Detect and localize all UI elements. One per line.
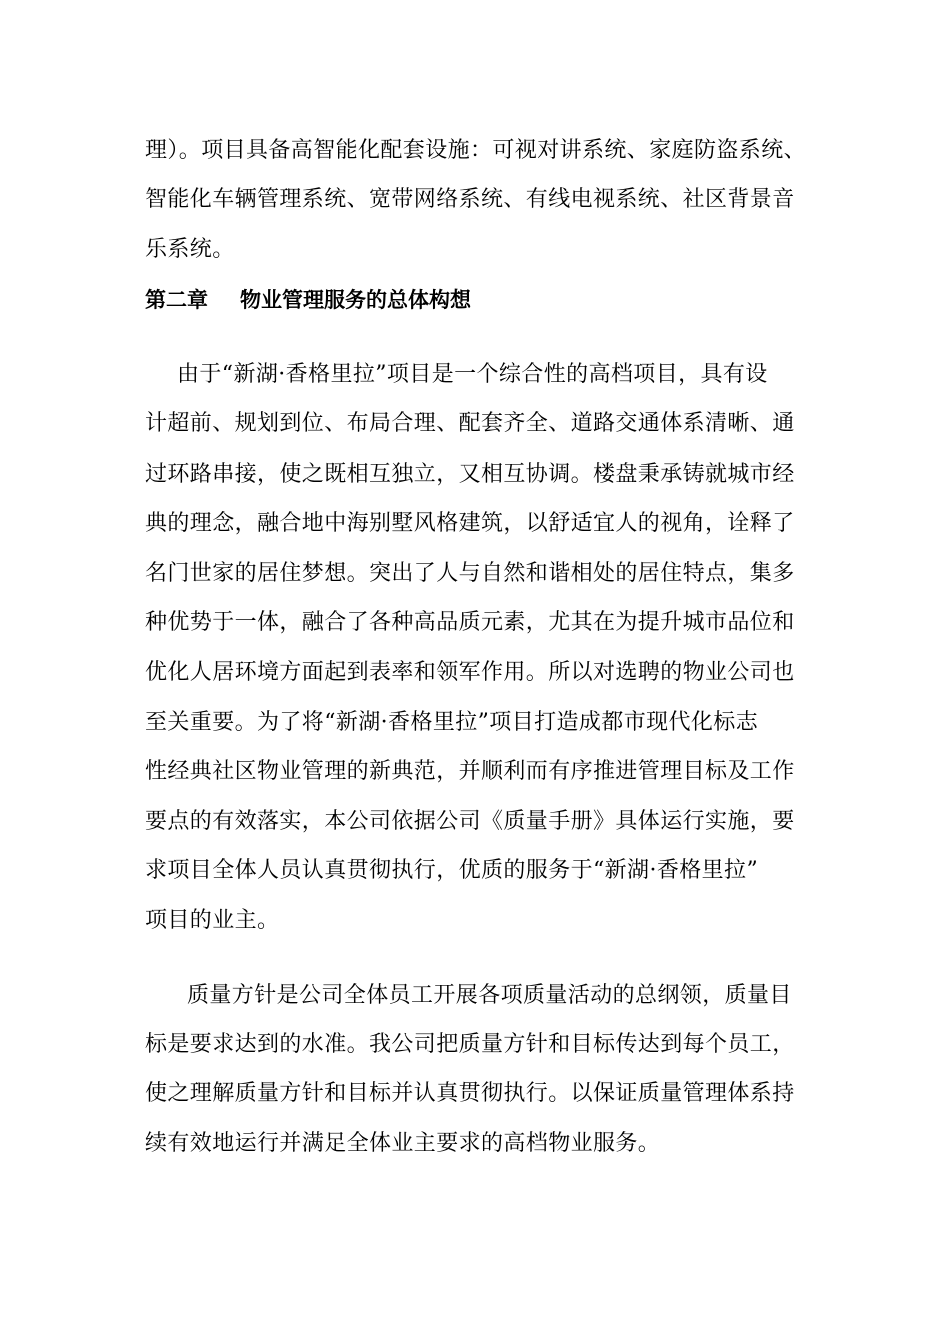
text-line: 项目的业主。 xyxy=(145,908,280,933)
chapter-title: 物业管理服务的总体构想 xyxy=(240,287,471,312)
text-line: 种优势于一体，融合了各种高品质元素，尤其在为提升城市品位和 xyxy=(145,610,795,635)
text-line: 优化人居环境方面起到表率和领军作用。所以对选聘的物业公司也 xyxy=(145,660,795,685)
text-line: 名门世家的居住梦想。突出了人与自然和谐相处的居住特点，集多 xyxy=(145,561,795,586)
text-line: 乐系统。 xyxy=(145,237,235,262)
text-line: 要点的有效落实，本公司依据公司《质量手册》具体运行实施，要 xyxy=(145,809,795,834)
text-line: 求项目全体人员认真贯彻执行，优质的服务于“新湖·香格里拉” xyxy=(145,858,759,883)
text-line: 性经典社区物业管理的新典范，并顺利而有序推进管理目标及工作 xyxy=(145,759,795,784)
text-line: 典的理念，融合地中海别墅风格建筑，以舒适宜人的视角，诠释了 xyxy=(145,511,795,536)
text-line: 质量方针是公司全体员工开展各项质量活动的总纲领，质量目 xyxy=(187,983,792,1008)
text-line: 智能化车辆管理系统、宽带网络系统、有线电视系统、社区背景音 xyxy=(145,187,795,212)
text-line: 过环路串接，使之既相互独立，又相互协调。楼盘秉承铸就城市经 xyxy=(145,462,795,487)
text-line: 使之理解质量方针和目标并认真贯彻执行。以保证质量管理体系持 xyxy=(145,1081,795,1106)
text-line: 标是要求达到的水准。我公司把质量方针和目标传达到每个员工， xyxy=(145,1032,795,1057)
text-line: 计超前、规划到位、布局合理、配套齐全、道路交通体系清晰、通 xyxy=(145,411,795,436)
chapter-heading xyxy=(145,286,471,314)
text-line: 理）。项目具备高智能化配套设施：可视对讲系统、家庭防盗系统、 xyxy=(145,138,807,163)
chapter-number: 第二章 xyxy=(145,287,208,312)
text-line: 至关重要。为了将“新湖·香格里拉”项目打造成都市现代化标志 xyxy=(145,710,759,735)
text-line: 由于“新湖·香格里拉”项目是一个综合性的高档项目，具有设 xyxy=(177,362,768,387)
text-line: 续有效地运行并满足全体业主要求的高档物业服务。 xyxy=(145,1131,661,1156)
